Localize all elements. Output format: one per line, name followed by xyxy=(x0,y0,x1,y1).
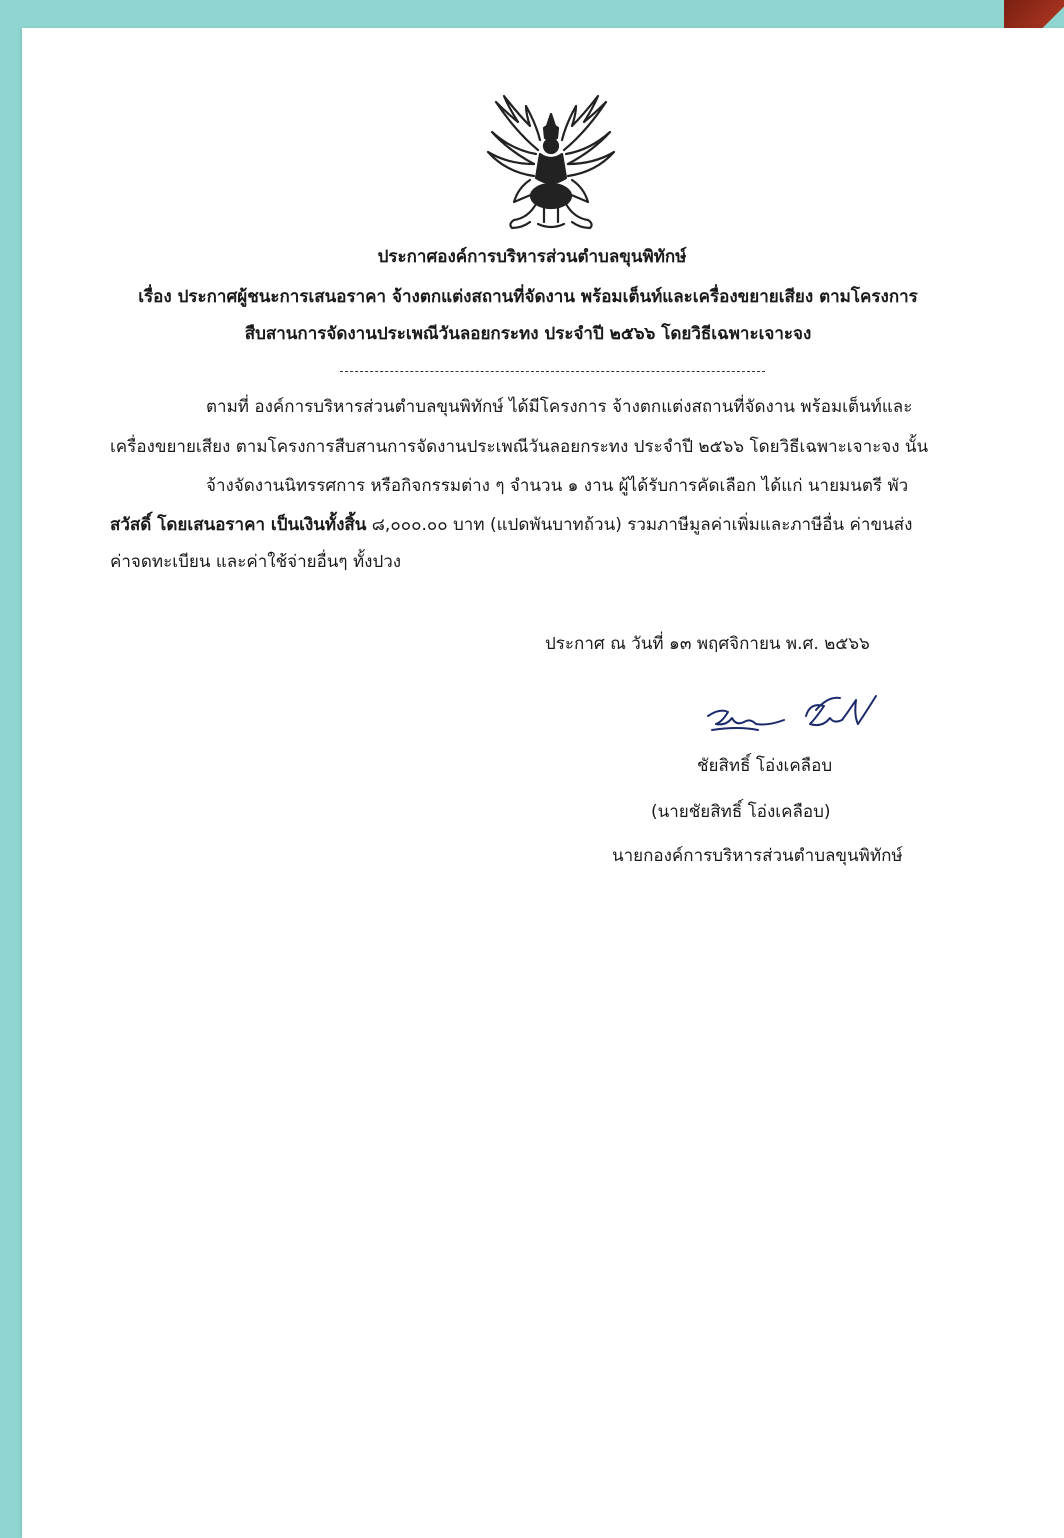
separator-dashed-line xyxy=(340,371,765,372)
handwritten-signature xyxy=(698,690,886,744)
body-line-3: จ้างจัดงานนิทรรศการ หรือกิจกรรมต่าง ๆ จำนวน ๑ งาน ผู้ได้รับการคัดเลือก ได้แก่ นายมนตรี พัว xyxy=(206,476,909,496)
garuda-emblem-icon xyxy=(478,92,624,240)
signatory-name: ชัยสิทธิ์ โอ่งเคลือบ xyxy=(697,756,833,776)
subject-line-2: สืบสานการจัดงานประเพณีวันลอยกระทง ประจำปี ๒๕๖๖ โดยวิธีเฉพาะเจาะจง xyxy=(244,324,812,344)
body-line-1: ตามที่ องค์การบริหารส่วนตำบลขุนพิทักษ์ ได้มีโครงการ จ้างตกแต่งสถานที่จัดงาน พร้อมเต็นท์และ xyxy=(206,397,913,417)
body-line-4-rest: ๘,๐๐๐.๐๐ บาท (แปดพันบาทถ้วน) รวมภาษีมูลค่าเพิ่มและภาษีอื่น ค่าขนส่ง xyxy=(366,515,913,535)
body-line-4 xyxy=(110,511,912,538)
signatory-full-name: (นายชัยสิทธิ์ โอ่งเคลือบ) xyxy=(651,802,831,822)
body-line-5: ค่าจดทะเบียน และค่าใช้จ่ายอื่นๆ ทั้งปวง xyxy=(110,552,402,572)
signatory-position: นายกองค์การบริหารส่วนตำบลขุนพิทักษ์ xyxy=(612,846,903,866)
body-line-2: เครื่องขยายเสียง ตามโครงการสืบสานการจัดงานประเพณีวันลอยกระทง ประจำปี ๒๕๖๖ โดยวิธีเฉพาะเจาะจง นั้น xyxy=(110,437,929,457)
announcement-date: ประกาศ ณ วันที่ ๑๓ พฤศจิกายน พ.ศ. ๒๕๖๖ xyxy=(545,634,870,654)
org-title: ประกาศองค์การบริหารส่วนตำบลขุนพิทักษ์ xyxy=(377,247,687,267)
body-line-4-bold: สวัสดิ์ โดยเสนอราคา เป็นเงินทั้งสิ้น xyxy=(110,515,367,535)
subject-line-1: เรื่อง ประกาศผู้ชนะการเสนอราคา จ้างตกแต่งสถานที่จัดงาน พร้อมเต็นท์และเครื่องขยายเสียง ตามโครงการ xyxy=(138,287,918,307)
